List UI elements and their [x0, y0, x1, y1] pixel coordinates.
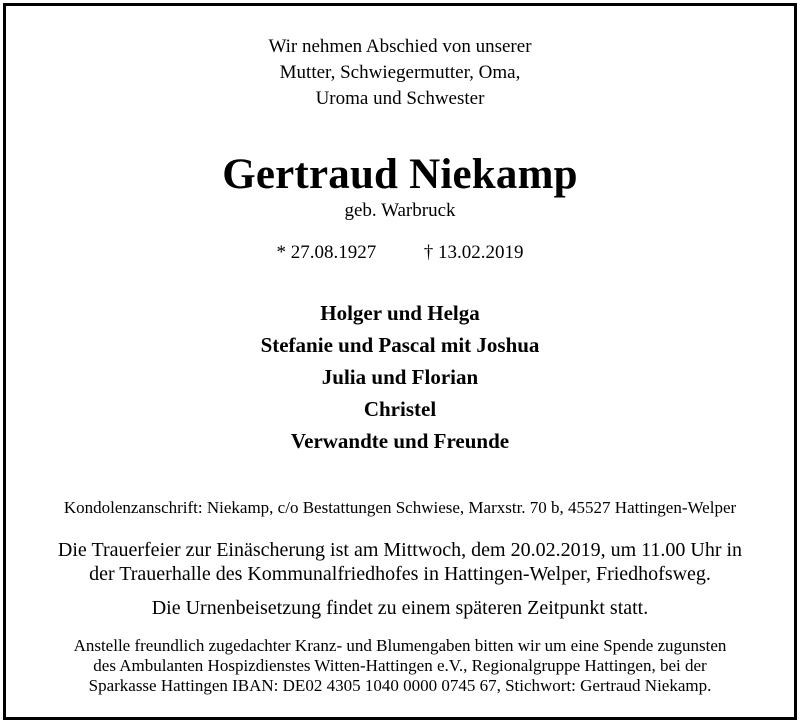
donation-line-2: des Ambulanten Hospizdienstes Witten-Hattingen e.V., Regionalgruppe Hattingen, bei der — [93, 656, 707, 675]
donation-line-3: Sparkasse Hattingen IBAN: DE02 4305 1040 0000 0745 67, Stichwort: Gertraud Niekamp. — [88, 676, 712, 695]
mourner-line: Julia und Florian — [321, 365, 479, 389]
condolence-address: Kondolenzanschrift: Niekamp, c/o Bestattungen Schwiese, Marxstr. 70 b, 45527 Hattingen-Welper — [63, 498, 737, 517]
service-line-2: der Trauerhalle des Kommunalfriedhofes in Hattingen-Welper, Friedhofsweg. — [89, 563, 711, 585]
intro-line-2: Mutter, Schwiegermutter, Oma, — [279, 62, 521, 83]
life-dates — [0, 242, 800, 264]
mourner-line: Holger und Helga — [320, 301, 480, 325]
intro-line-3: Uroma und Schwester — [315, 88, 485, 109]
birth-date: * 27.08.1927 — [276, 242, 377, 263]
service-line-1: Die Trauerfeier zur Einäscherung ist am Mittwoch, dem 20.02.2019, um 11.00 Uhr in — [57, 539, 743, 561]
death-date: † 13.02.2019 — [423, 242, 524, 263]
mourner-line: Stefanie und Pascal mit Joshua — [260, 333, 540, 357]
birth-name: geb. Warbruck — [344, 200, 456, 221]
mourner-line: Christel — [363, 397, 437, 421]
urn-burial-note: Die Urnenbeisetzung findet zu einem späteren Zeitpunkt statt. — [151, 597, 649, 619]
donation-line-1: Anstelle freundlich zugedachter Kranz- und Blumengaben bitten wir um eine Spende zugunsten — [73, 636, 727, 655]
intro-line-1: Wir nehmen Abschied von unserer — [268, 36, 532, 57]
deceased-name: Gertraud Niekamp — [222, 151, 578, 198]
mourner-line: Verwandte und Freunde — [290, 429, 510, 453]
